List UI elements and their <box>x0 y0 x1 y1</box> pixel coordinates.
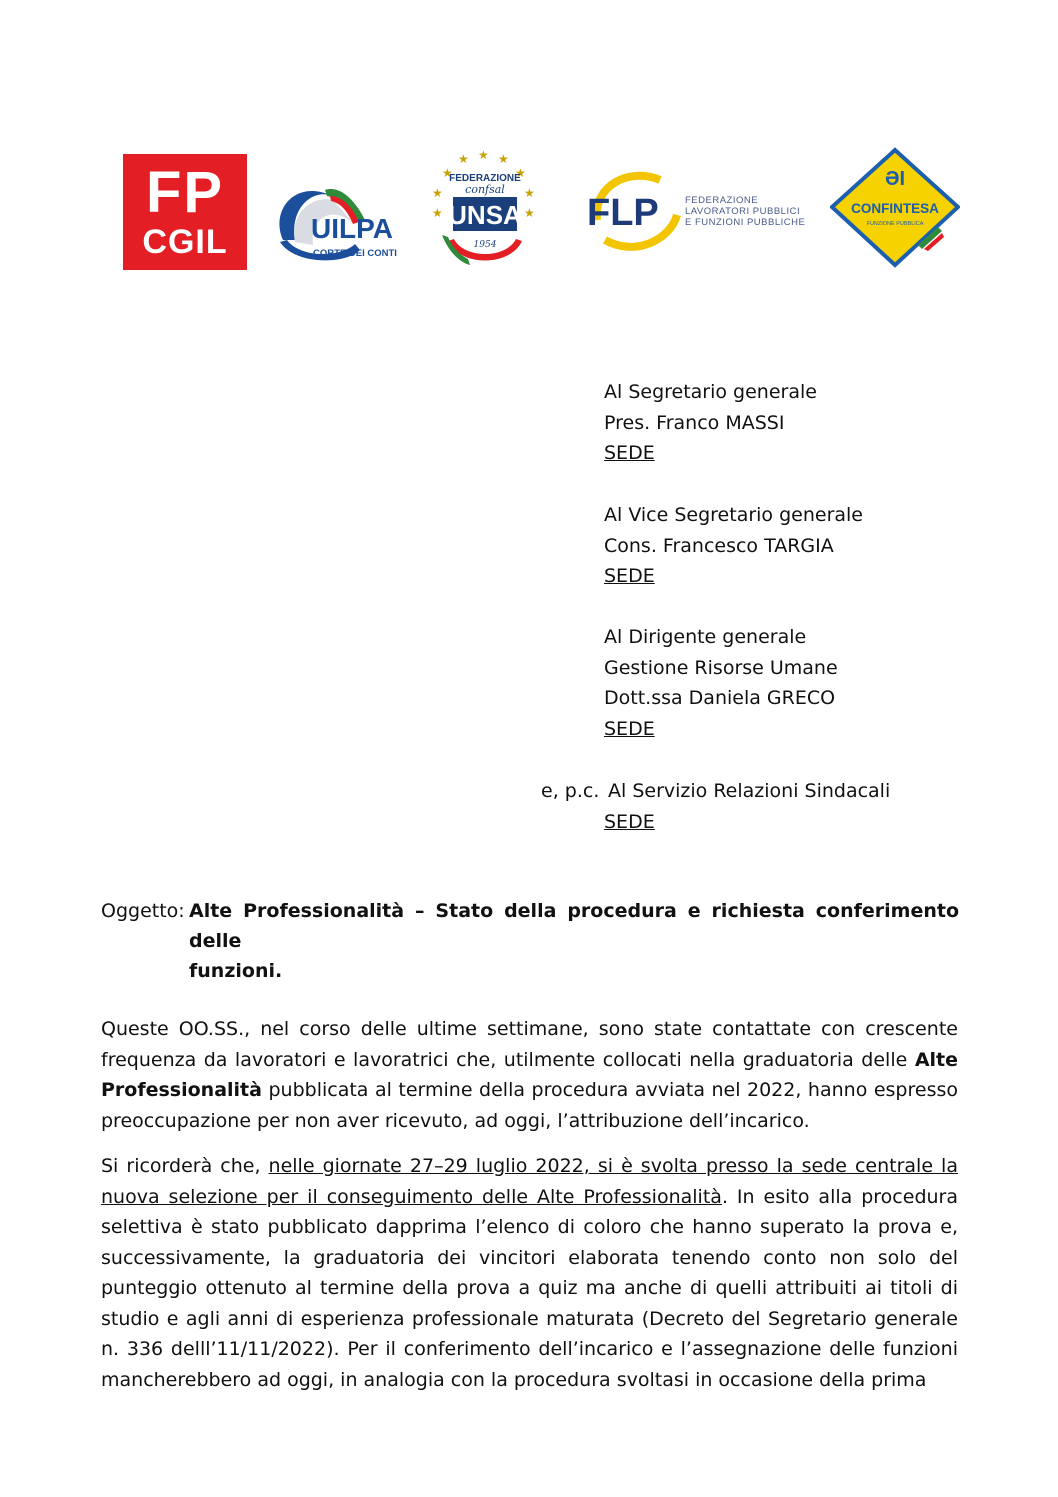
body-text: Queste OO.SS., nel corso delle ultime settimane, sono state contattate con crescente frequenza da lavoratori e lavoratrici che, utilmente collocati nella graduatoria delle <box>101 1018 958 1071</box>
svg-text:★: ★ <box>524 206 535 220</box>
subject-block <box>101 896 959 986</box>
fp-cgil-logo-line1: FP <box>145 160 225 225</box>
svg-text:★: ★ <box>524 186 535 200</box>
confintesa-logo-name: CONFINTESA <box>851 201 939 216</box>
flp-logo <box>585 165 805 255</box>
subject-title-line1: Alte Professionalità – Stato della procedura e richiesta conferimento delle <box>189 900 959 952</box>
cc-label: e, p.c. <box>541 780 600 802</box>
recipient-line: Gestione Risorse Umane <box>604 656 838 679</box>
svg-text:ƏI: ƏI <box>884 168 906 190</box>
confintesa-logo-sub: FUNZIONE PUBBLICA <box>866 221 924 227</box>
body-text-underlined: nelle giornate 27–29 luglio 2022, si è svolta presso la sede centrale la nuova selezione per il conseguimento delle Alte Professionalità <box>101 1155 958 1208</box>
svg-text:★: ★ <box>498 152 509 166</box>
cc-place: SEDE <box>604 810 655 833</box>
flp-logo-description <box>685 195 815 228</box>
logo-bar <box>0 140 1058 280</box>
body-text-bold: Alte Professionalità <box>101 1048 958 1101</box>
cc-block <box>604 776 891 837</box>
body-text: pubblicata al termine della procedura avviata nel 2022, hanno espresso preoccupazione per non aver ricevuto, ad oggi, l’attribuzione dell’incarico. <box>101 1079 958 1132</box>
recipient-line: Al Vice Segretario generale <box>604 504 863 526</box>
flp-desc-line: FEDERAZIONE <box>685 195 759 206</box>
flp-desc-line: E FUNZIONI PUBBLICHE <box>685 217 806 228</box>
svg-text:★: ★ <box>458 152 469 166</box>
unsa-logo-mid: confsal <box>465 183 505 196</box>
body-text: . In esito alla procedura selettiva è stato pubblicato dapprima l’elenco di coloro che hanno superato la prova e, successivamente, la graduatoria dei vincitori elaborata tenendo conto non solo del punteggio ottenuto al termine della prova a quiz ma anche di quelli attribuiti ai titoli di studio e agli anni di esperienza professionale maturata (Decreto del Segretario generale n. 336 delll’11/11/2022). Per il conferimento dell’incarico e l’assegnazione delle funzioni mancherebbero ad oggi, in analogia con la procedura svoltasi in occasione della prima <box>101 1185 958 1391</box>
subject-title-line2: funzioni. <box>189 960 283 982</box>
fp-cgil-logo-line2: CGIL <box>142 223 228 261</box>
flp-desc-line: LAVORATORI PUBBLICI <box>685 206 801 217</box>
confintesa-logo <box>830 145 960 270</box>
recipient-line: Al Dirigente generale <box>604 626 807 648</box>
uilpa-logo-sub: CORTE DEI CONTI <box>313 248 397 259</box>
unsa-logo-top: FEDERAZIONE <box>449 173 521 184</box>
recipient-line: Dott.ssa Daniela GRECO <box>604 687 836 709</box>
cc-recipient-line: Al Servizio Relazioni Sindacali <box>608 780 891 802</box>
body-paragraph-1 <box>101 1014 958 1136</box>
svg-text:★: ★ <box>432 206 443 220</box>
flp-logo-name: FLP <box>587 192 659 234</box>
svg-text:★: ★ <box>478 148 489 162</box>
body-paragraph-2 <box>101 1151 958 1395</box>
svg-text:★: ★ <box>442 166 453 180</box>
unsa-logo-year: 1954 <box>473 240 497 250</box>
recipient-block <box>604 377 817 469</box>
svg-text:★: ★ <box>515 166 526 180</box>
fp-cgil-logo <box>123 154 247 270</box>
svg-text:★: ★ <box>432 186 443 200</box>
uilpa-logo-name: UILPA <box>311 213 393 244</box>
recipient-line: Al Segretario generale <box>604 381 817 403</box>
recipient-line: Pres. Franco MASSI <box>604 411 785 434</box>
unsa-logo-name: UNSA <box>448 200 522 230</box>
recipient-block <box>604 622 838 744</box>
recipient-place: SEDE <box>604 565 655 587</box>
uilpa-logo <box>265 170 400 270</box>
recipient-line: Cons. Francesco TARGIA <box>604 534 834 557</box>
body-text: Si ricorderà che, <box>101 1155 269 1177</box>
subject-label: Oggetto: <box>101 900 185 922</box>
recipient-place: SEDE <box>604 442 655 464</box>
recipient-block <box>604 500 863 592</box>
recipient-place: SEDE <box>604 717 655 740</box>
unsa-logo <box>420 145 550 275</box>
